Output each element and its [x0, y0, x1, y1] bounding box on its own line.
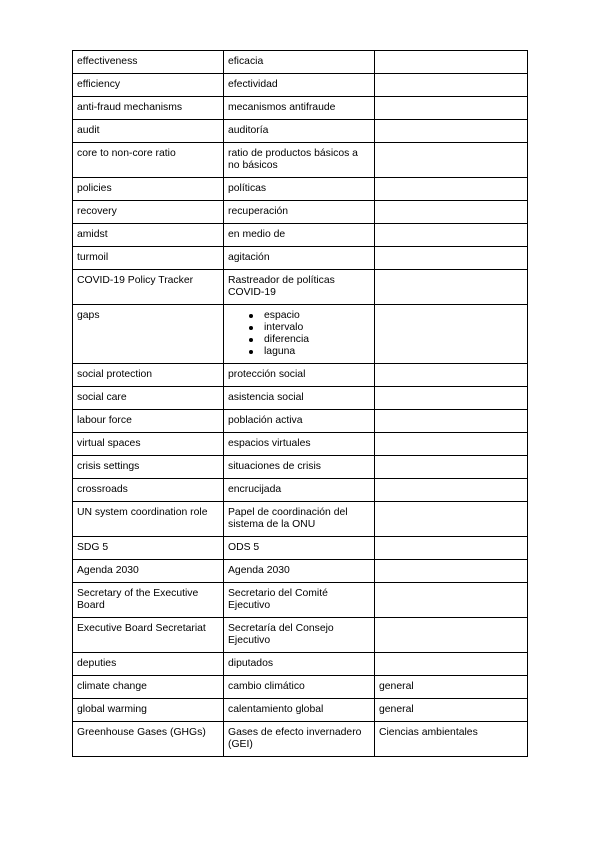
spanish-term: calentamiento global — [224, 699, 375, 722]
table-row — [73, 120, 528, 143]
translation-list — [228, 310, 370, 358]
spanish-term: en medio de — [224, 224, 375, 247]
english-term: effectiveness — [73, 51, 224, 74]
english-term: social protection — [73, 364, 224, 387]
domain-cell — [375, 583, 528, 618]
table-row — [73, 583, 528, 618]
english-term: amidst — [73, 224, 224, 247]
table-row — [73, 676, 528, 699]
table-row — [73, 479, 528, 502]
table-row — [73, 537, 528, 560]
domain-cell — [375, 143, 528, 178]
spanish-term: Secretario del Comité Ejecutivo — [224, 583, 375, 618]
domain-cell — [375, 305, 528, 364]
spanish-term: recuperación — [224, 201, 375, 224]
english-term: Agenda 2030 — [73, 560, 224, 583]
english-term: anti-fraud mechanisms — [73, 97, 224, 120]
domain-cell — [375, 178, 528, 201]
spanish-term: políticas — [224, 178, 375, 201]
domain-cell — [375, 247, 528, 270]
english-term: audit — [73, 120, 224, 143]
table-row — [73, 178, 528, 201]
domain-cell — [375, 224, 528, 247]
domain-cell — [375, 502, 528, 537]
spanish-term: mecanismos antifraude — [224, 97, 375, 120]
spanish-term: Papel de coordinación del sistema de la ONU — [224, 502, 375, 537]
list-item: laguna — [264, 346, 370, 358]
spanish-term: espacios virtuales — [224, 433, 375, 456]
english-term: global warming — [73, 699, 224, 722]
table-row — [73, 456, 528, 479]
table-row — [73, 387, 528, 410]
spanish-term: ratio de productos básicos a no básicos — [224, 143, 375, 178]
english-term: deputies — [73, 653, 224, 676]
domain-cell — [375, 120, 528, 143]
list-item: diferencia — [264, 334, 370, 346]
domain-cell — [375, 537, 528, 560]
table-row — [73, 433, 528, 456]
spanish-term: agitación — [224, 247, 375, 270]
spanish-term: asistencia social — [224, 387, 375, 410]
table-row — [73, 502, 528, 537]
english-term: policies — [73, 178, 224, 201]
table-row — [73, 143, 528, 178]
domain-cell — [375, 433, 528, 456]
spanish-term: Secretaría del Consejo Ejecutivo — [224, 618, 375, 653]
english-term: Secretary of the Executive Board — [73, 583, 224, 618]
domain-cell: general — [375, 676, 528, 699]
glossary-table — [72, 50, 528, 757]
spanish-term: protección social — [224, 364, 375, 387]
english-term: climate change — [73, 676, 224, 699]
table-row — [73, 74, 528, 97]
spanish-term: encrucijada — [224, 479, 375, 502]
english-term: crisis settings — [73, 456, 224, 479]
english-term: Executive Board Secretariat — [73, 618, 224, 653]
english-term: Greenhouse Gases (GHGs) — [73, 722, 224, 757]
table-row — [73, 722, 528, 757]
english-term: virtual spaces — [73, 433, 224, 456]
english-term: gaps — [73, 305, 224, 364]
english-term: UN system coordination role — [73, 502, 224, 537]
spanish-term-list — [224, 305, 375, 364]
spanish-term: efectividad — [224, 74, 375, 97]
domain-cell — [375, 653, 528, 676]
list-item: intervalo — [264, 322, 370, 334]
table-row — [73, 97, 528, 120]
domain-cell — [375, 201, 528, 224]
english-term: core to non-core ratio — [73, 143, 224, 178]
english-term: turmoil — [73, 247, 224, 270]
spanish-term: eficacia — [224, 51, 375, 74]
table-row — [73, 364, 528, 387]
table-row — [73, 305, 528, 364]
domain-cell — [375, 387, 528, 410]
spanish-term: auditoría — [224, 120, 375, 143]
spanish-term: Agenda 2030 — [224, 560, 375, 583]
english-term: labour force — [73, 410, 224, 433]
domain-cell — [375, 479, 528, 502]
english-term: crossroads — [73, 479, 224, 502]
spanish-term: situaciones de crisis — [224, 456, 375, 479]
spanish-term: diputados — [224, 653, 375, 676]
domain-cell — [375, 456, 528, 479]
english-term: recovery — [73, 201, 224, 224]
table-row — [73, 201, 528, 224]
spanish-term: Gases de efecto invernadero (GEI) — [224, 722, 375, 757]
table-row — [73, 699, 528, 722]
english-term: efficiency — [73, 74, 224, 97]
list-item: espacio — [264, 310, 370, 322]
spanish-term: ODS 5 — [224, 537, 375, 560]
domain-cell — [375, 270, 528, 305]
domain-cell: Ciencias ambientales — [375, 722, 528, 757]
english-term: SDG 5 — [73, 537, 224, 560]
table-row — [73, 51, 528, 74]
table-row — [73, 247, 528, 270]
domain-cell — [375, 51, 528, 74]
domain-cell — [375, 364, 528, 387]
table-row — [73, 224, 528, 247]
domain-cell — [375, 618, 528, 653]
domain-cell — [375, 97, 528, 120]
domain-cell — [375, 410, 528, 433]
table-row — [73, 653, 528, 676]
domain-cell — [375, 560, 528, 583]
domain-cell — [375, 74, 528, 97]
spanish-term: Rastreador de políticas COVID-19 — [224, 270, 375, 305]
english-term: COVID-19 Policy Tracker — [73, 270, 224, 305]
table-row — [73, 410, 528, 433]
table-row — [73, 618, 528, 653]
english-term: social care — [73, 387, 224, 410]
spanish-term: cambio climático — [224, 676, 375, 699]
table-row — [73, 560, 528, 583]
domain-cell: general — [375, 699, 528, 722]
table-row — [73, 270, 528, 305]
spanish-term: población activa — [224, 410, 375, 433]
